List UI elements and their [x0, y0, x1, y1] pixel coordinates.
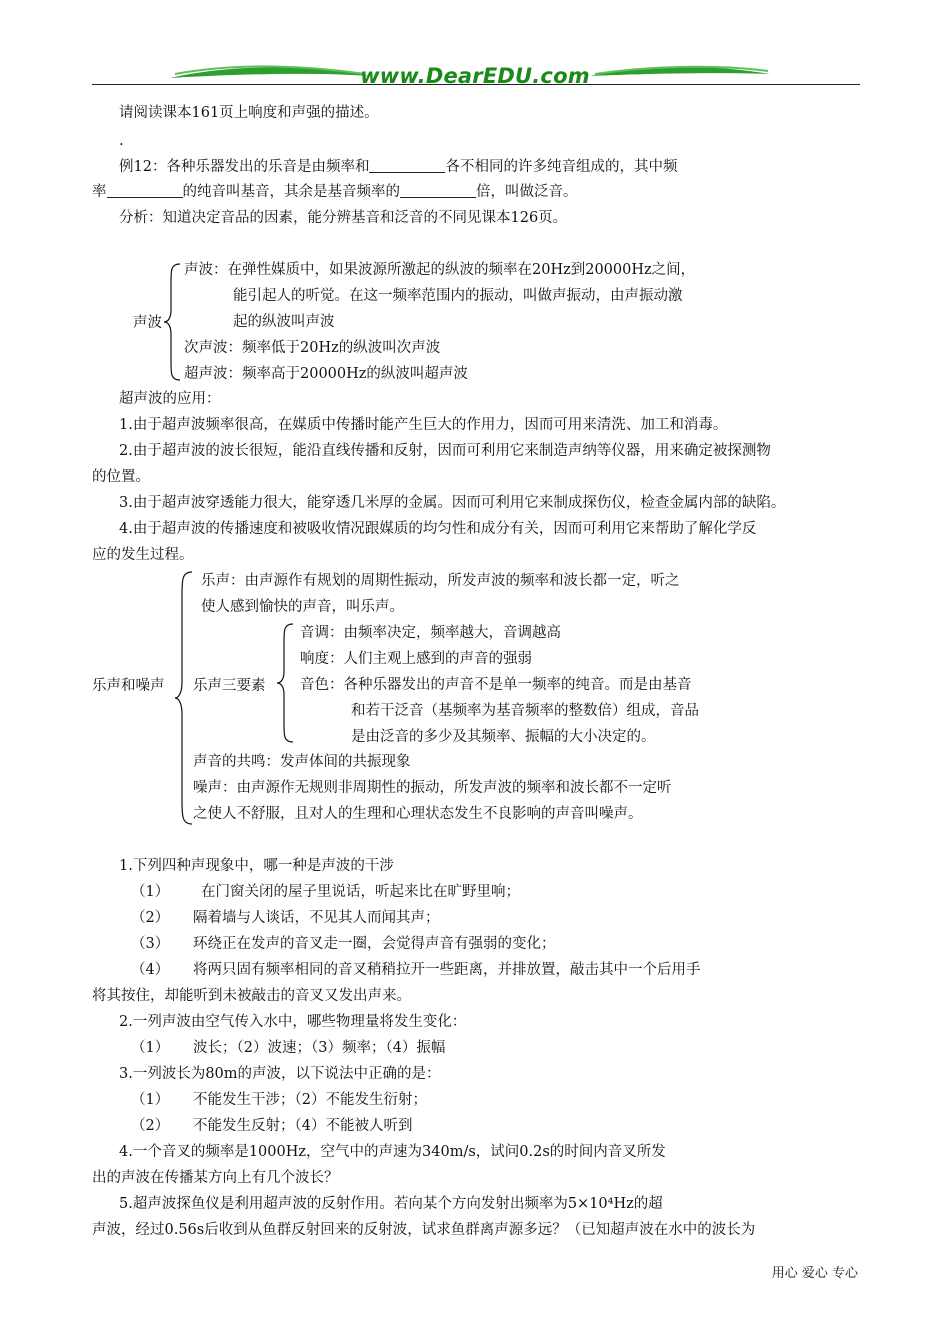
- music-def-1: 乐声：由声源作有规划的周期性振动，所发声波的频率和波长都一定，听之: [201, 573, 680, 589]
- example-line-2: [92, 182, 578, 202]
- question-3-options-1: 不能发生干涉；（2）不能发生衍射；: [193, 1092, 427, 1108]
- app-item-2: 2.由于超声波的波长很短，能沿直线传播和反射，因而可利用它来制造声纳等仪器，用来确定被探测物: [119, 443, 771, 459]
- option-number: （2）: [131, 910, 170, 926]
- ultrasound-def: 超声波：频率高于20000Hz的纵波叫超声波: [184, 366, 468, 382]
- header-logo: [170, 62, 770, 92]
- question-5: 5.超声波探鱼仪是利用超声波的反射作用。若向某个方向发射出频率为5×10⁴Hz的超: [119, 1196, 663, 1212]
- question-1: 1.下列四种声现象中，哪一种是声波的干涉: [119, 858, 394, 874]
- example-text: 例12：各种乐器发出的乐音是由频率和: [119, 159, 370, 175]
- brace-icon: [275, 622, 297, 744]
- timbre-def-1: 音色：各种乐器发出的声音不是单一频率的纯音。而是由基音: [300, 677, 692, 693]
- sound-wave-def-3: 起的纵波叫声波: [233, 314, 335, 330]
- timbre-def-3: 是由泛音的多少及其频率、振幅的大小决定的。: [351, 729, 656, 745]
- timbre-def-2: 和若干泛音（基频率为基音频率的整数倍）组成，音品: [351, 703, 699, 719]
- intro-text: 请阅读课本161页上响度和声强的描述。: [119, 105, 379, 121]
- question-5-cont: 声波，经过0.56s后收到从鱼群反射回来的反射波，试求鱼群离声源多远？（已知超声波在水中的波长为: [92, 1222, 756, 1238]
- question-4: 4.一个音叉的频率是1000Hz，空气中的声速为340m/s，试问0.2s的时间内音叉所发: [119, 1144, 666, 1160]
- fill-blank: [400, 183, 476, 198]
- brace-icon: [162, 262, 184, 382]
- footer-text: 用心 爱心 专心: [771, 1266, 858, 1281]
- option-number: （2）: [131, 1118, 170, 1134]
- question-4-cont: 出的声波在传播某方向上有几个波长？: [92, 1170, 339, 1186]
- option-number: （4）: [131, 962, 170, 978]
- example-text: 率: [92, 184, 107, 200]
- analysis-text: 分析：知道决定音品的因素，能分辨基音和泛音的不同见课本126页。: [119, 210, 568, 226]
- option-number: （1）: [131, 1092, 170, 1108]
- app-item-1: 1.由于超声波频率很高，在媒质中传播时能产生巨大的作用力，因而可用来清洗、加工和消毒。: [119, 417, 728, 433]
- music-def-2: 使人感到愉快的声音，叫乐声。: [201, 599, 404, 615]
- example-line-1: [119, 157, 677, 177]
- app-item-3: 3.由于超声波穿透能力很大，能穿透几米厚的金属。因而可利用它来制成探伤仪，检查金属内部的缺陷。: [119, 495, 786, 511]
- question-2: 2.一列声波由空气传入水中，哪些物理量将发生变化：: [119, 1014, 467, 1030]
- sound-wave-label: 声波: [133, 315, 162, 331]
- question-3: 3.一列波长为80m的声波，以下说法中正确的是：: [119, 1066, 441, 1082]
- fill-blank: [369, 158, 445, 173]
- dot-text: .: [119, 133, 124, 149]
- example-text: 各不相同的许多纯音组成的，其中频: [445, 159, 678, 175]
- option-number: （1）: [131, 1040, 170, 1056]
- question-1-option-2: 隔着墙与人谈话，不见其人而闻其声；: [193, 910, 440, 926]
- resonance-def: 声音的共鸣：发声体间的共振现象: [193, 754, 411, 770]
- sound-wave-def-1: 声波：在弹性媒质中，如果波源所激起的纵波的频率在20Hz到20000Hz之间，: [184, 262, 696, 278]
- app-item-2-cont: 的位置。: [92, 469, 150, 485]
- loudness-def: 响度：人们主观上感到的声音的强弱: [300, 651, 532, 667]
- question-1-option-4-cont: 将其按住，却能听到未被敲击的音叉又发出声来。: [92, 988, 411, 1004]
- header-rule: [92, 84, 860, 85]
- pitch-def: 音调：由频率决定，频率越大，音调越高: [300, 625, 561, 641]
- question-3-options-2: 不能发生反射；（4）不能被人听到: [193, 1118, 413, 1134]
- question-1-option-1: 在门窗关闭的屋子里说话，听起来比在旷野里响；: [201, 884, 520, 900]
- question-2-options: 波长；（2）波速；（3）频率；（4）振幅: [193, 1040, 446, 1056]
- option-number: （1）: [131, 884, 170, 900]
- sound-wave-def-2: 能引起人的听觉。在这一频率范围内的振动，叫做声振动，由声振动激: [233, 288, 683, 304]
- question-1-option-3: 环绕正在发声的音叉走一圈，会觉得声音有强弱的变化；: [193, 936, 556, 952]
- music-noise-label: 乐声和噪声: [92, 678, 165, 694]
- three-elements-label: 乐声三要素: [193, 678, 266, 694]
- apps-title: 超声波的应用：: [119, 391, 221, 407]
- infrasound-def: 次声波：频率低于20Hz的纵波叫次声波: [184, 340, 441, 356]
- example-text: 倍，叫做泛音。: [476, 184, 578, 200]
- app-item-4: 4.由于超声波的传播速度和被吸收情况跟媒质的均匀性和成分有关，因而可利用它来帮助了解化学反: [119, 521, 757, 537]
- app-item-4-cont: 应的发生过程。: [92, 547, 194, 563]
- logo-text: www.DearEDU.com: [360, 64, 590, 88]
- noise-def-1: 噪声：由声源作无规则非周期性的振动，所发声波的频率和波长都不一定听: [193, 780, 672, 796]
- option-number: （3）: [131, 936, 170, 952]
- noise-def-2: 之使人不舒服，且对人的生理和心理状态发生不良影响的声音叫噪声。: [193, 806, 643, 822]
- example-text: 的纯音叫基音，其余是基音频率的: [182, 184, 400, 200]
- question-1-option-4: 将两只固有频率相同的音叉稍稍拉开一些距离，并排放置，敲击其中一个后用手: [193, 962, 701, 978]
- fill-blank: [107, 183, 183, 198]
